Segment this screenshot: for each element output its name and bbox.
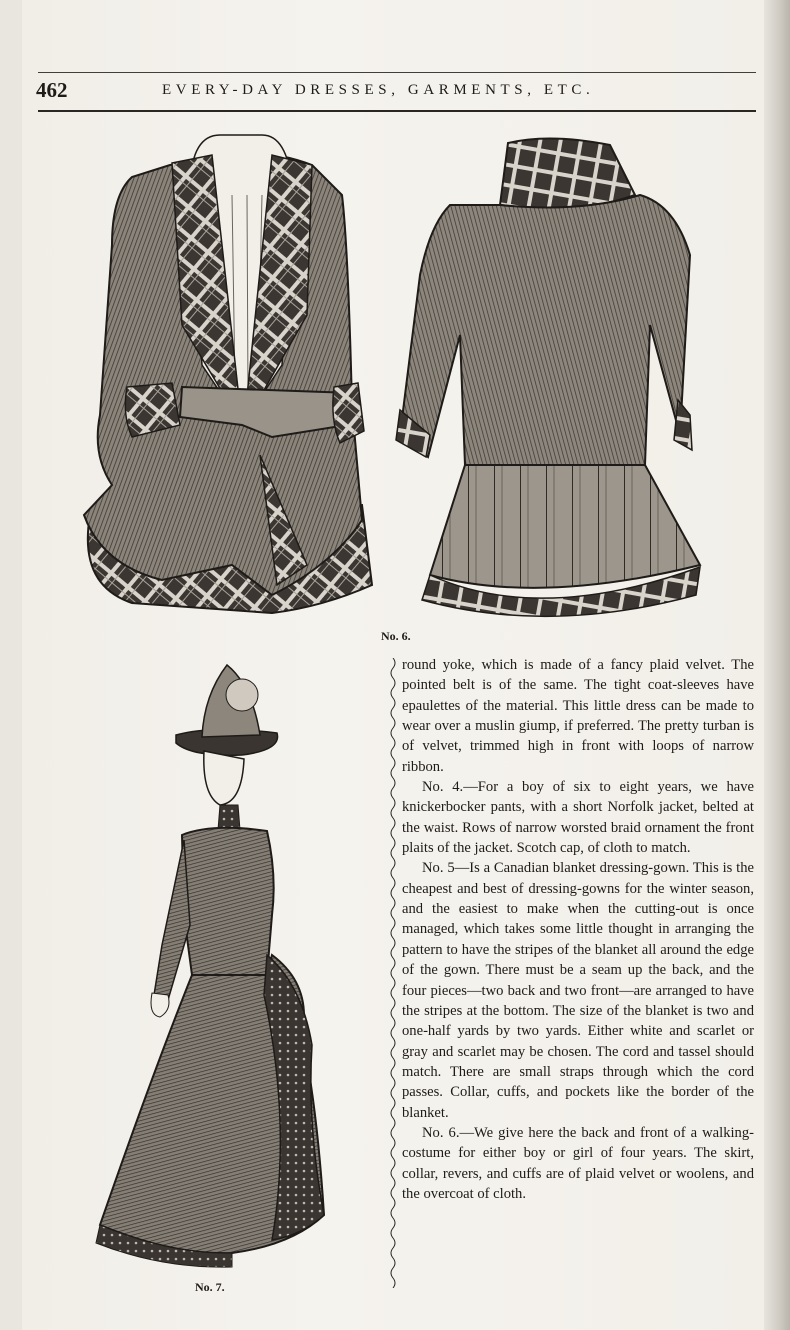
header-rule-top bbox=[38, 72, 756, 73]
jacket-back-illustration bbox=[390, 135, 710, 625]
figure-7-caption: No. 7. bbox=[195, 1280, 225, 1294]
paragraph-no-6: No. 6.—We give here the back and front of a walking-costume for either boy or girl of four years. The skirt, collar, revers, and cuffs are of plaid velvet or woolens, and the overcoat of cloth. bbox=[402, 1124, 754, 1202]
page-number: 462 bbox=[36, 78, 68, 102]
paragraph-no-5: No. 5—Is a Canadian blanket dressing-gown. This is the cheapest and best of dressing-gowns for the winter season, and the easiest to make when the cutting-out is once managed, which takes some little thought in arranging the pattern to have the stripes of the blanket all around the edge of the gown. There must be a seam up the back, and the four pieces—two back and two front—are arranged to have the stripes at the bottom. The size of the blanket is two and one-half yards by two yards. Either white and scarlet or gray and scarlet may be chosen. The cord and tassel should match. There are small straps through which the cord passes. Collar, cuffs, and pockets like the border of the blanket. bbox=[402, 860, 754, 1121]
column-wavy-rule bbox=[388, 658, 398, 1288]
paragraph-no-4: No. 4.—For a boy of six to eight years, we have knickerbocker pants, with a short Norfolk jacket, belted at the waist. Rows of narrow worsted braid ornament the front plaits of the jacket. Scotch cap, of cloth to match. bbox=[402, 779, 754, 857]
running-head: EVERY-DAY DRESSES, GARMENTS, ETC. bbox=[162, 82, 595, 98]
figure-6-caption: No. 6. bbox=[381, 629, 411, 643]
header-rule-bottom bbox=[38, 110, 756, 112]
paragraph-yoke: round yoke, which is made of a fancy plaid velvet. The pointed belt is of the same. The tight coat-sleeves have epaulettes of the material. This little dress can be made to wear over a muslin giump, if preferred. The pretty turban is of velvet, trimmed high in front with loops of narrow ribbon. bbox=[402, 657, 754, 775]
walking-dress-illustration bbox=[92, 655, 332, 1270]
jacket-front-illustration bbox=[72, 125, 384, 615]
body-text-column bbox=[402, 655, 754, 1204]
book-spine-shadow bbox=[764, 0, 790, 1330]
